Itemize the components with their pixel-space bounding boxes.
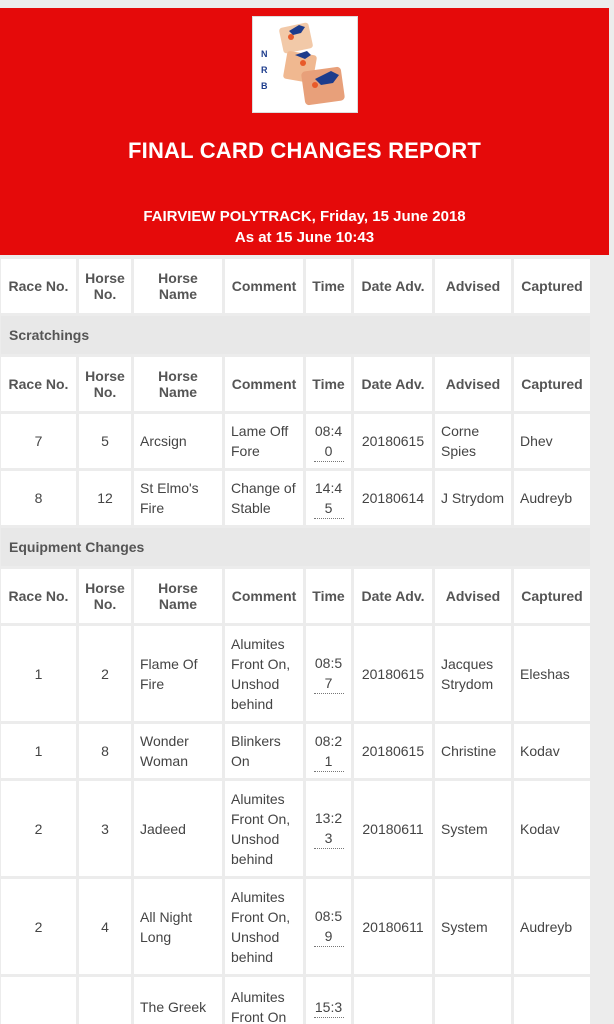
- horse-no-cell: 3: [79, 781, 131, 876]
- horse-no-cell: 2: [79, 626, 131, 721]
- column-header: Horse No.: [79, 259, 131, 313]
- horse-no-cell: 8: [79, 724, 131, 778]
- time-value: 08:21: [314, 731, 344, 772]
- captured-cell: Eleshas: [514, 626, 590, 721]
- horse-name-cell: Flame Of Fire: [134, 626, 222, 721]
- comment-cell: Alumites Front On, Unshod behind: [225, 626, 303, 721]
- advised-cell: J Strydom: [435, 471, 511, 525]
- time-cell: [306, 879, 351, 974]
- horse-name-cell: The Greek: [134, 977, 222, 1024]
- nrb-logo: [252, 16, 358, 113]
- advised-cell: Jacques Strydom: [435, 626, 511, 721]
- column-header: Advised: [435, 259, 511, 313]
- logo-letter-b: B: [261, 81, 268, 91]
- advised-cell: Corne Spies: [435, 414, 511, 468]
- section-title: Equipment Changes: [1, 528, 590, 566]
- date-adv-cell: [354, 977, 432, 1024]
- time-value: 08:57: [314, 653, 344, 694]
- time-cell: [306, 977, 351, 1024]
- horse-no-cell: 12: [79, 471, 131, 525]
- column-header: Horse Name: [134, 357, 222, 411]
- time-cell: [306, 626, 351, 721]
- column-header: Horse No.: [79, 357, 131, 411]
- column-header: Advised: [435, 569, 511, 623]
- table-row: [1, 781, 590, 876]
- report-title: FINAL CARD CHANGES REPORT: [128, 138, 481, 163]
- table-row: [1, 471, 590, 525]
- column-header-row: [1, 259, 590, 313]
- table-row: [1, 626, 590, 721]
- race-no-cell: 2: [1, 781, 76, 876]
- time-cell: [306, 724, 351, 778]
- comment-cell: Blinkers On: [225, 724, 303, 778]
- time-cell: [306, 471, 351, 525]
- date-adv-cell: 20180615: [354, 626, 432, 721]
- column-header: Comment: [225, 357, 303, 411]
- comment-cell: Alumites Front On, Unshod behind: [225, 781, 303, 876]
- captured-cell: Audreyb: [514, 879, 590, 974]
- section-row: [1, 528, 590, 566]
- horse-name-cell: All Night Long: [134, 879, 222, 974]
- table-row: [1, 414, 590, 468]
- section-row: [1, 316, 590, 354]
- race-no-cell: 1: [1, 626, 76, 721]
- column-header: Time: [306, 259, 351, 313]
- date-adv-cell: 20180611: [354, 879, 432, 974]
- column-header: Race No.: [1, 357, 76, 411]
- horse-name-cell: St Elmo's Fire: [134, 471, 222, 525]
- comment-cell: Alumites Front On: [225, 977, 303, 1024]
- column-header: Date Adv.: [354, 569, 432, 623]
- comment-cell: Alumites Front On, Unshod behind: [225, 879, 303, 974]
- race-no-cell: 2: [1, 879, 76, 974]
- comment-cell: Change of Stable: [225, 471, 303, 525]
- column-header: Captured: [514, 259, 590, 313]
- column-header: Time: [306, 569, 351, 623]
- top-strip: [0, 0, 614, 8]
- captured-cell: [514, 977, 590, 1024]
- date-adv-cell: 20180615: [354, 414, 432, 468]
- captured-cell: Kodav: [514, 781, 590, 876]
- as-at-line: As at 15 June 10:43: [234, 229, 375, 246]
- card-changes-table-wrap: [0, 256, 614, 1024]
- column-header-row: [1, 569, 590, 623]
- logo-letter-r: R: [261, 65, 268, 75]
- advised-cell: [435, 977, 511, 1024]
- captured-cell: Kodav: [514, 724, 590, 778]
- advised-cell: Christine: [435, 724, 511, 778]
- race-no-cell: 8: [1, 471, 76, 525]
- comment-cell: Lame Off Fore: [225, 414, 303, 468]
- horse-name-cell: Wonder Woman: [134, 724, 222, 778]
- date-adv-cell: 20180615: [354, 724, 432, 778]
- race-no-cell: 1: [1, 724, 76, 778]
- time-cell: [306, 781, 351, 876]
- column-header: Horse Name: [134, 259, 222, 313]
- date-adv-cell: 20180611: [354, 781, 432, 876]
- column-header: Captured: [514, 357, 590, 411]
- time-value: 14:45: [314, 478, 344, 519]
- advised-cell: System: [435, 781, 511, 876]
- column-header: Comment: [225, 569, 303, 623]
- table-row: [1, 977, 590, 1024]
- column-header: Date Adv.: [354, 259, 432, 313]
- column-header: Date Adv.: [354, 357, 432, 411]
- logo-graphic: [253, 17, 357, 112]
- horse-no-cell: 4: [79, 879, 131, 974]
- column-header: Comment: [225, 259, 303, 313]
- race-no-cell: 7: [1, 414, 76, 468]
- table-row: [1, 879, 590, 974]
- logo-letter-n: N: [261, 49, 268, 59]
- captured-cell: Audreyb: [514, 471, 590, 525]
- captured-cell: Dhev: [514, 414, 590, 468]
- column-header: Horse Name: [134, 569, 222, 623]
- horse-name-cell: Arcsign: [134, 414, 222, 468]
- card-changes-table: [0, 256, 593, 1024]
- time-cell: [306, 414, 351, 468]
- time-value: 08:40: [314, 421, 344, 462]
- time-value: 13:23: [314, 808, 344, 849]
- time-value: 08:59: [314, 906, 344, 947]
- venue-line: FAIRVIEW POLYTRACK, Friday, 15 June 2018: [143, 208, 466, 225]
- advised-cell: System: [435, 879, 511, 974]
- report-header: [0, 8, 609, 255]
- time-value: 15:3: [314, 997, 344, 1018]
- horse-name-cell: Jadeed: [134, 781, 222, 876]
- column-header: Race No.: [1, 259, 76, 313]
- column-header: Captured: [514, 569, 590, 623]
- column-header: Horse No.: [79, 569, 131, 623]
- race-no-cell: [1, 977, 76, 1024]
- horse-no-cell: [79, 977, 131, 1024]
- date-adv-cell: 20180614: [354, 471, 432, 525]
- section-title: Scratchings: [1, 316, 590, 354]
- column-header: Time: [306, 357, 351, 411]
- table-row: [1, 724, 590, 778]
- column-header-row: [1, 357, 590, 411]
- horse-no-cell: 5: [79, 414, 131, 468]
- column-header: Advised: [435, 357, 511, 411]
- column-header: Race No.: [1, 569, 76, 623]
